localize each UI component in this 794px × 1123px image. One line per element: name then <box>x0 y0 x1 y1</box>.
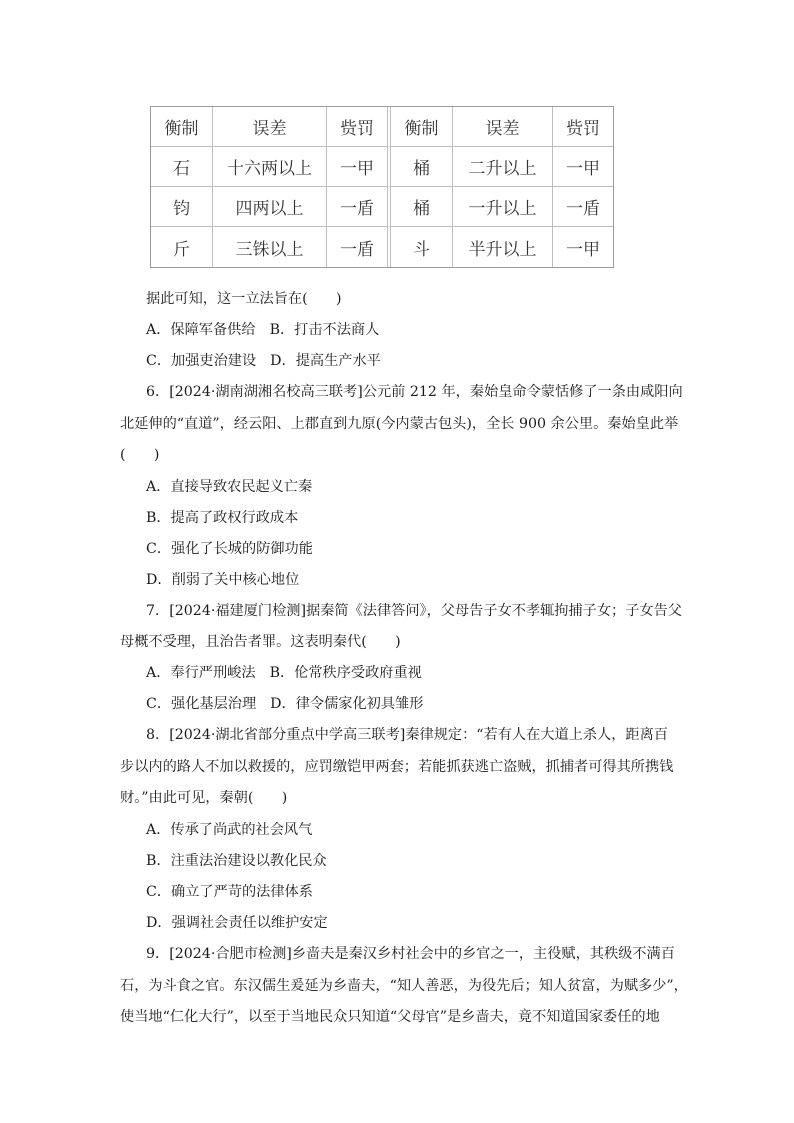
table-cell: 石 <box>151 147 213 187</box>
option-b[interactable]: B．打击不法商人 <box>269 322 380 338</box>
table-cell: 桶 <box>391 147 453 187</box>
question-6-blank: ( ) <box>120 447 160 463</box>
question-8-text: 8．[2024·湖北省部分重点中学高三联考]秦律规定：“若有人在大道上杀人，距离百 <box>146 727 668 743</box>
table-header-cell: 误差 <box>453 107 553 147</box>
table-cell: 斤 <box>151 227 213 267</box>
option-a[interactable]: A．保障军备供给 <box>146 322 256 338</box>
option-c[interactable]: C．确立了严苛的法律体系 <box>146 884 313 900</box>
table-cell: 一甲 <box>553 147 613 187</box>
table-cell: 钧 <box>151 187 213 227</box>
table-row <box>151 187 613 227</box>
table-header-cell: 衡制 <box>151 107 213 147</box>
option-row <box>146 351 706 371</box>
option-c[interactable]: C．强化基层治理 <box>146 696 257 712</box>
option-c[interactable]: C．加强吏治建设 <box>146 353 257 369</box>
question-8-text: 步以内的路人不加以救援的，应罚缴铠甲两套；若能抓获逃亡盗贼，抓捕者可得其所携钱 <box>120 759 674 775</box>
table-header-cell: 赀罚 <box>553 107 613 147</box>
question-9-text: 9．[2024·合肥市检测]乡啬夫是秦汉乡村社会中的乡官之一，主役赋，其秩级不满百 <box>146 946 675 962</box>
table-cell: 一盾 <box>327 187 391 227</box>
table-cell: 一升以上 <box>453 187 553 227</box>
option-row <box>146 663 706 683</box>
table-cell: 二升以上 <box>453 147 553 187</box>
table-cell: 一盾 <box>327 227 391 267</box>
option-b[interactable]: B．伦常秩序受政府重视 <box>269 665 422 681</box>
table-cell: 斗 <box>391 227 453 267</box>
question-7-text: 7．[2024·福建厦门检测]据秦简《法律答问》，父母告子女不孝辄拘捕子女；子女告父 <box>146 603 682 619</box>
table-cell: 十六两以上 <box>213 147 327 187</box>
table-header-cell: 误差 <box>213 107 327 147</box>
option-a[interactable]: A．传承了尚武的社会风气 <box>146 822 313 838</box>
option-d[interactable]: D．强调社会责任以维护安定 <box>146 915 328 931</box>
question-6-text: 北延伸的“直道”，经云阳、上郡直到九原(今内蒙古包头)，全长 900 余公里。秦始皇此举 <box>120 416 679 432</box>
question-9-text: 石，为斗食之官。东汉儒生爰延为乡啬夫，“知人善恶，为役先后；知人贫富，为赋多少”， <box>120 978 688 994</box>
table-header-cell: 赀罚 <box>327 107 391 147</box>
table-header-cell: 衡制 <box>391 107 453 147</box>
question-7-text: 母概不受理，且治告者罪。这表明秦代( ) <box>120 634 401 650</box>
table-header-row <box>151 107 613 147</box>
option-b[interactable]: B．提高了政权行政成本 <box>146 510 299 526</box>
option-d[interactable]: D．提高生产水平 <box>270 353 381 369</box>
table-cell: 桶 <box>391 187 453 227</box>
option-c[interactable]: C．强化了长城的防御功能 <box>146 541 313 557</box>
option-d[interactable]: D．削弱了关中核心地位 <box>146 572 300 588</box>
table-cell: 一甲 <box>327 147 391 187</box>
option-row <box>146 694 706 714</box>
table-cell: 三铢以上 <box>213 227 327 267</box>
option-d[interactable]: D．律令儒家化初具雏形 <box>270 696 424 712</box>
table-row <box>151 147 613 187</box>
measure-penalty-table <box>150 106 614 268</box>
question-9-text: 使当地“仁化大行”，以至于当地民众只知道“父母官”是乡啬夫，竟不知道国家委任的地 <box>120 1009 660 1025</box>
option-a[interactable]: A．奉行严刑峻法 <box>146 665 256 681</box>
penalty-table <box>150 106 614 268</box>
table-cell: 一甲 <box>566 239 600 260</box>
table-cell: 四两以上 <box>213 187 327 227</box>
option-a[interactable]: A．直接导致农民起义亡秦 <box>146 479 313 495</box>
question-stem: 据此可知，这一立法旨在( ) <box>146 291 342 307</box>
option-b[interactable]: B．注重法治建设以教化民众 <box>146 853 327 869</box>
table-row <box>151 227 613 267</box>
option-row <box>146 320 706 340</box>
question-6-text: 6．[2024·湖南湖湘名校高三联考]公元前 212 年，秦始皇命令蒙恬修了一条由咸阳向 <box>146 384 683 400</box>
table-cell: 半升以上 <box>453 227 553 267</box>
table-cell: 一盾 <box>553 187 613 227</box>
question-8-text: 财。”由此可见，秦朝( ) <box>120 790 288 806</box>
